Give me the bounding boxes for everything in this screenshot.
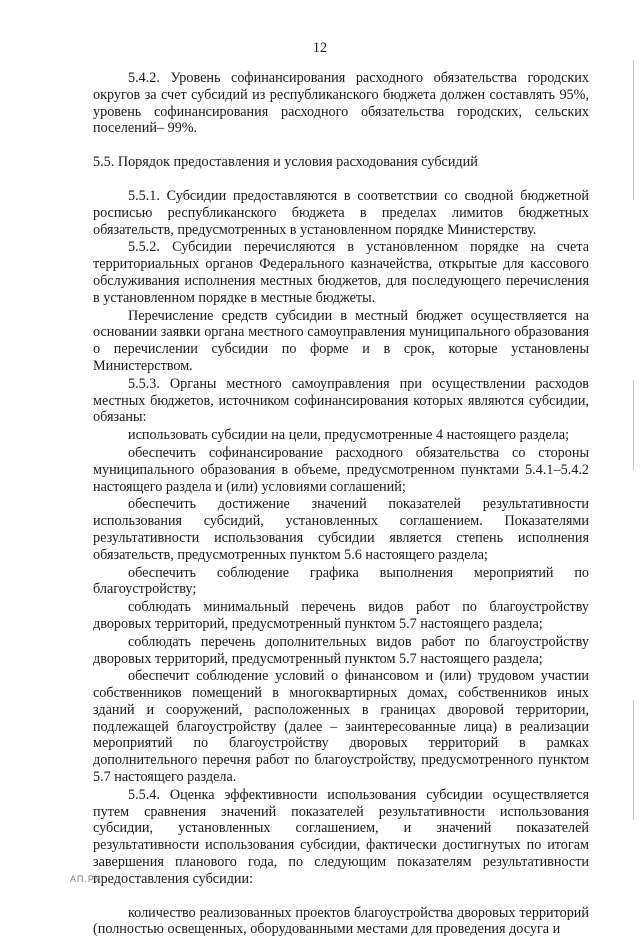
paragraph-5-5-2: 5.5.2. Субсидии перечисляются в установленном порядке на счета территориальных органов Федерального казначейства, открытые для кассового обслуживания исполнения местных бюджетов, для последующего перечисления в установленном порядке в местные бюджеты. [93, 239, 589, 306]
obligation-item: обеспечить достижение значений показателей результативности использования субсидий, установленных соглашением. Показателями результативности использования субсидии является степень исполнения обязательств, предусмотренных пунктом 5.6 настоящего раздела; [93, 496, 589, 563]
paragraph-5-5-3: 5.5.3. Органы местного самоуправления при осуществлении расходов местных бюджетов, источником софинансирования которых являются субсидии, обязаны: [93, 375, 589, 426]
scan-edge-line [633, 700, 634, 820]
obligation-item: использовать субсидии на цели, предусмотренные 4 настоящего раздела; [128, 427, 570, 444]
document-body [93, 70, 589, 939]
paragraph-5-4-2: 5.4.2. Уровень софинансирования расходного обязательства городских округов за счет субсидий из республиканского бюджета должен составлять 95%, уровень софинансирования расходного обязательства городских, сельских поселений– 99%. [93, 70, 589, 137]
obligation-item: соблюдать перечень дополнительных видов работ по благоустройству дворовых территорий, предусмотренный пунктом 5.7 настоящего раздела; [93, 633, 589, 667]
footer-watermark: АП.РУ [70, 874, 102, 884]
page-number: 12 [312, 40, 328, 56]
indicator-item: количество реализованных проектов благоустройства дворовых территорий (полностью освещенных, оборудованными местами для проведения досуга и [93, 904, 589, 938]
section-heading-5-5: 5.5. Порядок предоставления и условия расходования субсидий [93, 154, 478, 171]
paragraph-5-5-1: 5.5.1. Субсидии предоставляются в соответствии со сводной бюджетной росписью республиканского бюджета в пределах лимитов бюджетных обязательств, предусмотренных в установленном порядке Министерству. [93, 187, 589, 238]
paragraph-transfer: Перечисление средств субсидии в местный бюджет осуществляется на основании заявки органа местного самоуправления муниципального образования о перечислении субсидии по форме и в срок, которые установлены Министерством. [93, 307, 589, 374]
scan-edge-line [633, 60, 634, 200]
paragraph-5-5-4: 5.5.4. Оценка эффективности использования субсидии осуществляется путем сравнения значений показателей результативности использования субсидии, установленных соглашением, и значений показателей результативности использования субсидии, фактически достигнутых по итогам завершения планового года, по следующим показателям результативности предоставления субсидии: [93, 786, 589, 887]
obligation-item: соблюдать минимальный перечень видов работ по благоустройству дворовых территорий, предусмотренный пунктом 5.7 настоящего раздела; [93, 599, 589, 632]
obligation-item: обеспечить соблюдение графика выполнения мероприятий по благоустройству; [93, 564, 589, 598]
obligation-item: обеспечить софинансирование расходного обязательства со стороны муниципального образования в объеме, предусмотренном пунктами 5.4.1–5.4.2 настоящего раздела и (или) условиями соглашений; [93, 444, 589, 495]
scan-edge-line [633, 380, 634, 470]
obligation-item: обеспечит соблюдение условий о финансовом и (или) трудовом участии собственников помещений в многоквартирных домах, собственников иных зданий и сооружений, расположенных в границах дворовой территории, подлежащей благоустройству (далее – заинтересованные лица) в реализации мероприятий по благоустройству дворовых территорий в рамках дополнительного перечня работ по благоустройству, предусмотренного пунктом 5.7 настоящего раздела. [93, 668, 589, 786]
